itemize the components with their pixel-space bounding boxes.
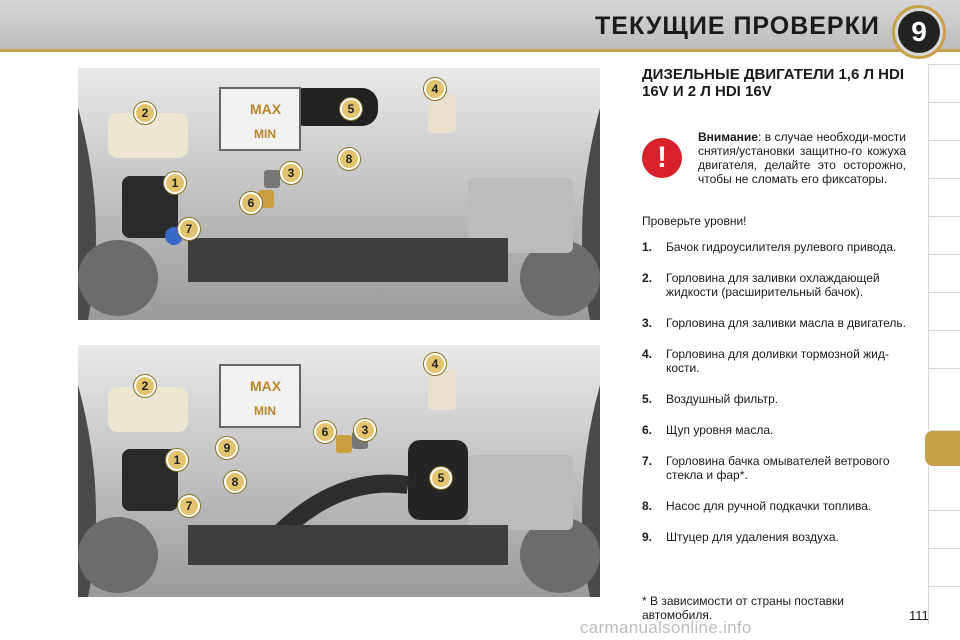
text-column [642, 66, 907, 561]
chapter-tab[interactable] [929, 140, 960, 176]
check-list [642, 240, 907, 544]
list-item [642, 392, 907, 406]
chapter-tab[interactable] [929, 330, 960, 366]
callout-4: 4 [424, 353, 446, 375]
item-text: Горловина для доливки тормозной жид-кости. [666, 347, 889, 375]
item-number: 7. [642, 454, 653, 468]
item-number: 4. [642, 347, 653, 361]
chapter-tab-strip [928, 64, 960, 624]
chapter-badge [892, 5, 946, 59]
chapter-tab[interactable] [929, 102, 960, 138]
callout-6: 6 [314, 421, 336, 443]
list-item [642, 271, 907, 299]
list-item [642, 499, 907, 513]
callout-5: 5 [430, 467, 452, 489]
chapter-tab[interactable] [929, 548, 960, 584]
callout-2: 2 [134, 102, 156, 124]
callout-3: 3 [354, 419, 376, 441]
warning-box [642, 130, 907, 204]
footnote: * В зависимости от страны поставки автомобиля. [642, 594, 844, 622]
callout-3: 3 [280, 162, 302, 184]
chapter-tab[interactable] [929, 510, 960, 546]
item-text: Бачок гидроусилителя рулевого привода. [666, 240, 897, 254]
item-number: 3. [642, 316, 653, 330]
item-text: Горловина для заливки масла в двигатель. [666, 316, 907, 330]
intro-text: Проверьте уровни! [642, 214, 747, 228]
chapter-tab[interactable] [929, 64, 960, 100]
inset-label-min: MIN [254, 404, 276, 418]
item-text: Насос для ручной подкачки топлива. [666, 499, 872, 513]
item-text: Штуцер для удаления воздуха. [666, 530, 839, 544]
chapter-tab[interactable] [929, 254, 960, 290]
callout-5: 5 [340, 98, 362, 120]
item-number: 5. [642, 392, 653, 406]
callout-1: 1 [166, 449, 188, 471]
callout-7: 7 [178, 218, 200, 240]
page-number: 111 [909, 608, 929, 623]
chapter-tab[interactable] [929, 368, 960, 404]
warning-label: Внимание [698, 130, 758, 144]
section-title: ДИЗЕЛЬНЫЕ ДВИГАТЕЛИ 1,6 Л HDI 16V И 2 Л HDI 16V [642, 66, 904, 100]
chapter-tab[interactable] [929, 178, 960, 214]
list-item [642, 530, 907, 544]
chapter-tab[interactable] [929, 216, 960, 252]
engine-illustration-bottom [78, 345, 600, 597]
chapter-tab[interactable] [929, 586, 960, 622]
callout-6: 6 [240, 192, 262, 214]
engine-photo-top [78, 68, 600, 320]
item-number: 1. [642, 240, 653, 254]
item-number: 6. [642, 423, 653, 437]
callout-9: 9 [216, 437, 238, 459]
callout-8: 8 [224, 471, 246, 493]
inset-label-max: MAX [250, 378, 282, 394]
item-number: 2. [642, 271, 653, 285]
chapter-tab[interactable] [929, 292, 960, 328]
callout-2: 2 [134, 375, 156, 397]
callout-7: 7 [178, 495, 200, 517]
item-text: Горловина бачка омывателей ветрового стекла и фар*. [666, 454, 890, 482]
watermark: carmanualsonline.info [580, 618, 752, 637]
item-text: Щуп уровня масла. [666, 423, 774, 437]
page-title: ТЕКУЩИЕ ПРОВЕРКИ [595, 12, 880, 40]
list-item [642, 316, 907, 330]
list-item [642, 423, 907, 437]
list-item [642, 454, 907, 482]
list-item [642, 347, 907, 375]
warning-body: : в случае необходи-мости снятия/установки защитно-го кожуха двигателя, делайте это осторожно, чтобы не сломать его фиксаторы. [698, 130, 906, 186]
inset-label-max: MAX [250, 101, 282, 117]
callout-8: 8 [338, 148, 360, 170]
list-item [642, 240, 907, 254]
callout-4: 4 [424, 78, 446, 100]
item-text: Горловина для заливки охлаждающей жидкости (расширительный бачок). [666, 271, 880, 299]
callout-1: 1 [164, 172, 186, 194]
warning-text [698, 130, 906, 186]
chapter-tab-active[interactable] [925, 430, 960, 466]
engine-photo-bottom [78, 345, 600, 597]
item-number: 8. [642, 499, 653, 513]
item-text: Воздушный фильтр. [666, 392, 779, 406]
chapter-number: 9 [898, 11, 940, 53]
engine-illustration-top [78, 68, 600, 320]
item-number: 9. [642, 530, 653, 544]
inset-label-min: MIN [254, 127, 276, 141]
exclamation-warning-icon: ! [642, 138, 682, 178]
